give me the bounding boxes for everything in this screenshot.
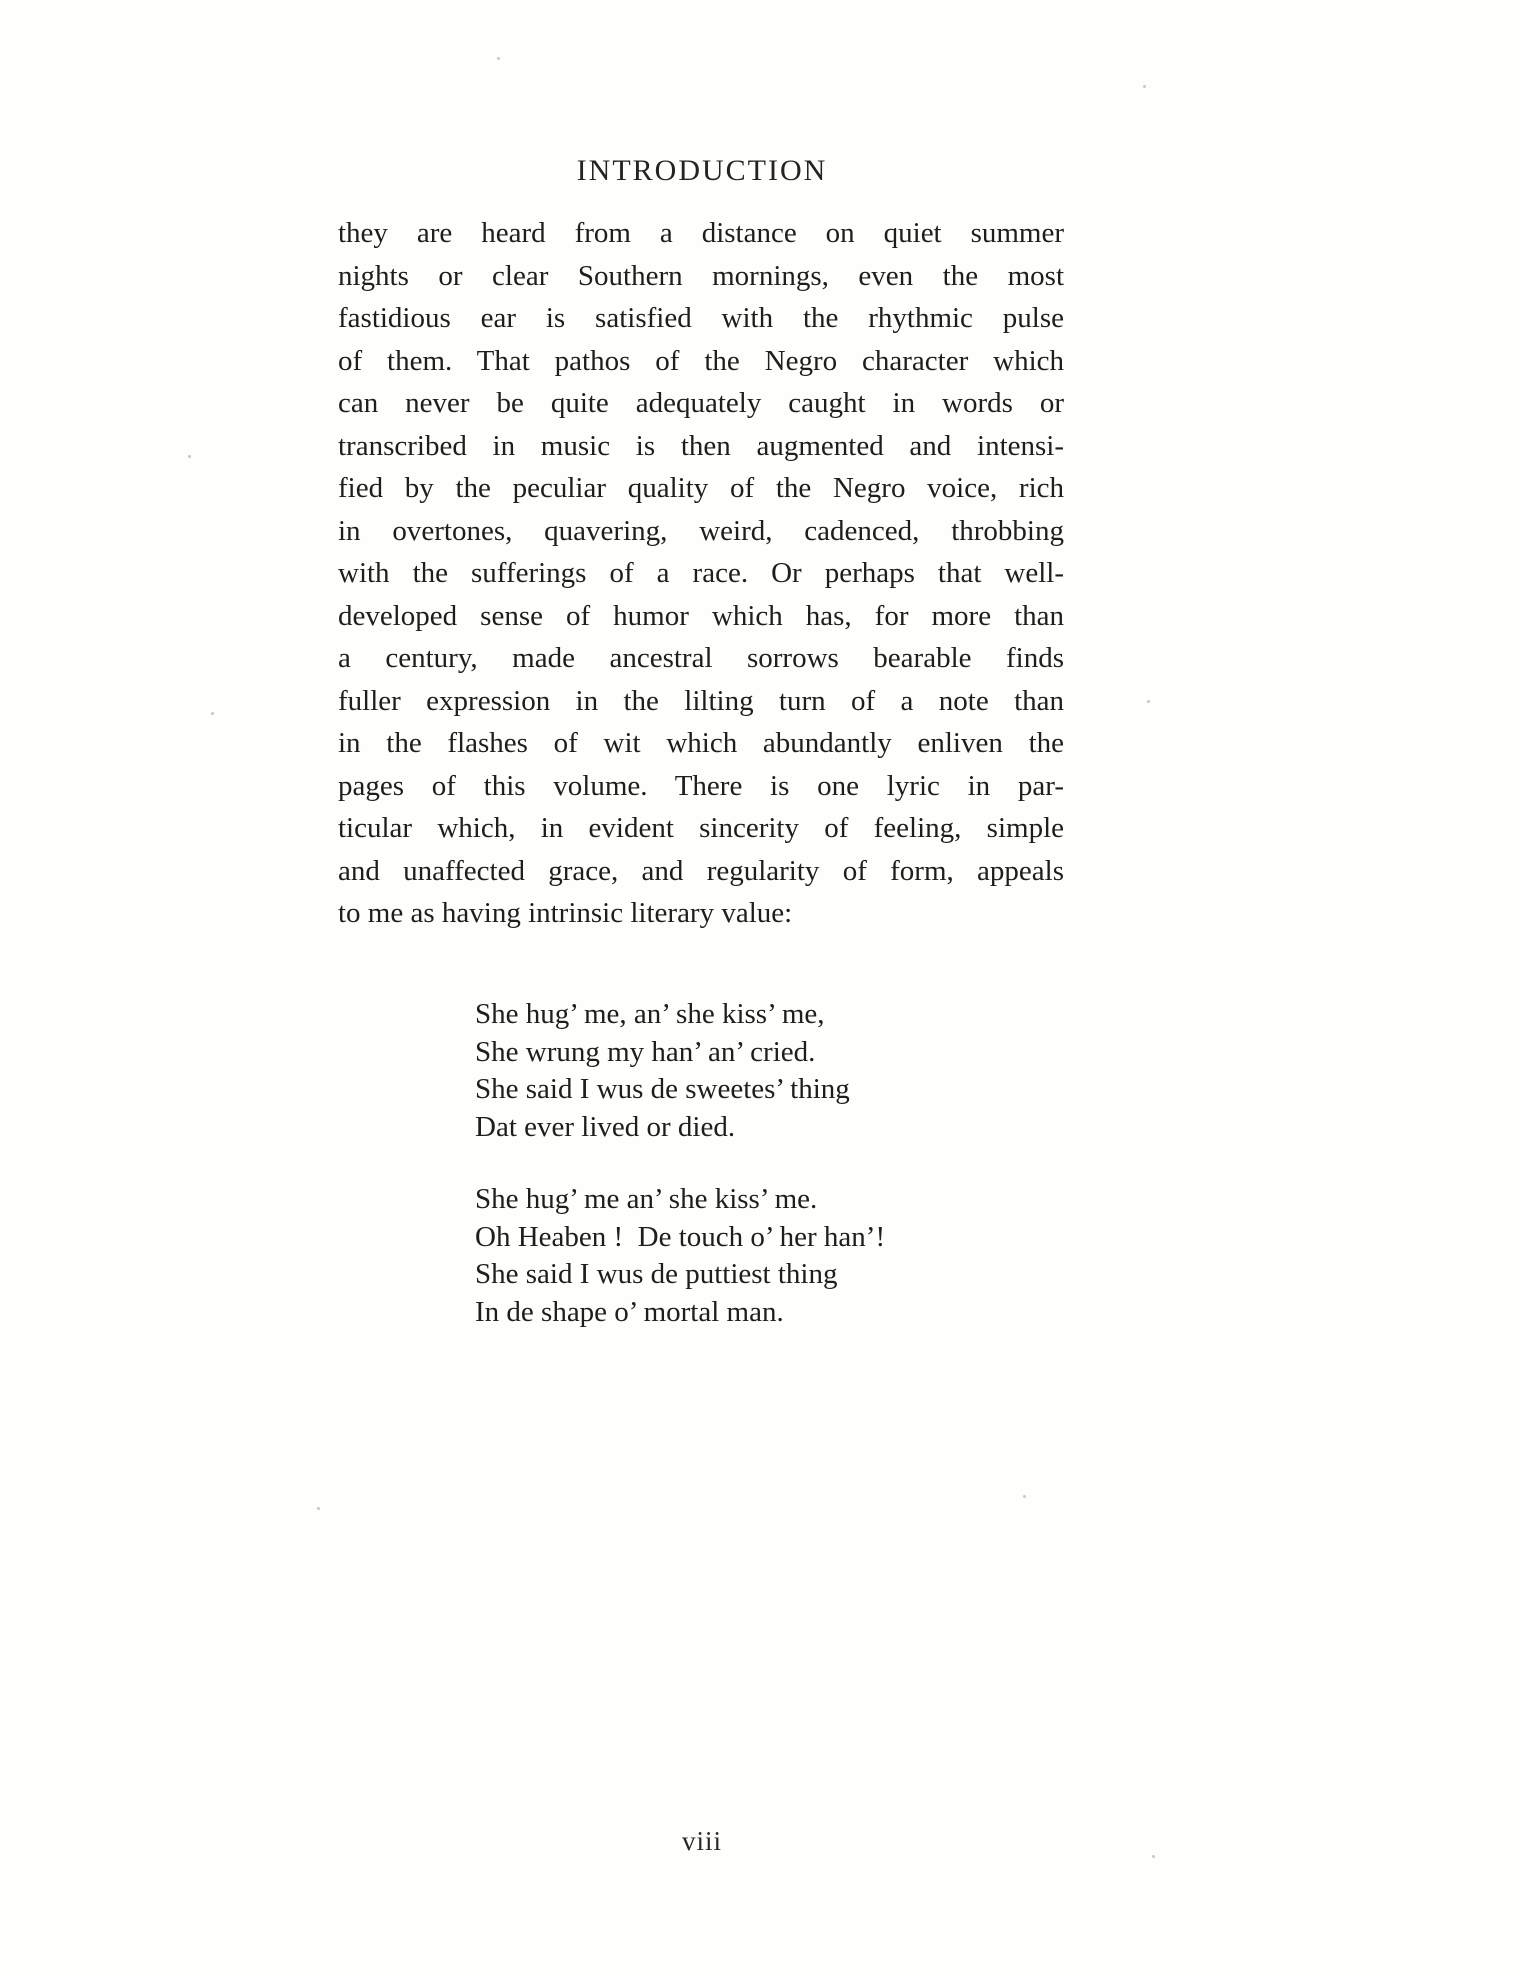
scan-speck xyxy=(1152,1855,1155,1858)
verse-line: She wrung my han’ an’ cried. xyxy=(475,1035,816,1068)
page-title: INTRODUCTION xyxy=(576,154,828,187)
body-line: transcribed in music is then augmented and intensi- xyxy=(338,429,1064,462)
verse-stanza-2 xyxy=(475,1181,885,1331)
body-line: a century, made ancestral sorrows bearable finds xyxy=(338,642,1064,674)
scan-speck xyxy=(1143,85,1146,88)
body-line: pages of this volume. There is one lyric in par- xyxy=(338,769,1064,802)
body-line: to me as having intrinsic literary value: xyxy=(338,897,793,929)
body-line: with the sufferings of a race. Or perhaps that well- xyxy=(338,557,1064,589)
verse-line: In de shape o’ mortal man. xyxy=(475,1295,784,1328)
body-line: fied by the peculiar quality of the Negro voice, rich xyxy=(338,472,1064,504)
body-line: can never be quite adequately caught in words or xyxy=(338,387,1064,419)
scan-speck xyxy=(497,57,500,60)
body-line: of them. That pathos of the Negro character which xyxy=(338,344,1064,377)
page-number: viii xyxy=(681,1826,722,1856)
verse-line: Oh Heaben ! De touch o’ her han’! xyxy=(475,1220,886,1253)
scan-speck xyxy=(211,712,214,715)
body-line: in the flashes of wit which abundantly enliven the xyxy=(338,727,1064,759)
body-line: ticular which, in evident sincerity of feeling, simple xyxy=(338,812,1064,844)
body-line: nights or clear Southern mornings, even the most xyxy=(338,259,1064,292)
body-line: in overtones, quavering, weird, cadenced, throbbing xyxy=(338,514,1064,547)
scan-speck xyxy=(1147,700,1150,703)
verse-line: She said I wus de puttiest thing xyxy=(475,1258,838,1290)
body-line: fastidious ear is satisfied with the rhythmic pulse xyxy=(338,302,1064,334)
body-line: developed sense of humor which has, for more than xyxy=(338,599,1064,632)
scan-speck xyxy=(188,455,191,458)
verse-line: She said I wus de sweetes’ thing xyxy=(475,1073,850,1105)
verse-line: She hug’ me an’ she kiss’ me. xyxy=(475,1183,818,1215)
verse-line: Dat ever lived or died. xyxy=(475,1110,736,1143)
body-line: fuller expression in the lilting turn of a note than xyxy=(338,684,1064,717)
scan-speck xyxy=(317,1507,320,1510)
verse-line: She hug’ me, an’ she kiss’ me, xyxy=(475,998,825,1030)
body-text xyxy=(338,212,1064,935)
body-line: they are heard from a distance on quiet summer xyxy=(338,217,1064,249)
scan-speck xyxy=(1023,1495,1026,1498)
body-line: and unaffected grace, and regularity of form, appeals xyxy=(338,854,1064,887)
verse-stanza-1 xyxy=(475,996,850,1146)
